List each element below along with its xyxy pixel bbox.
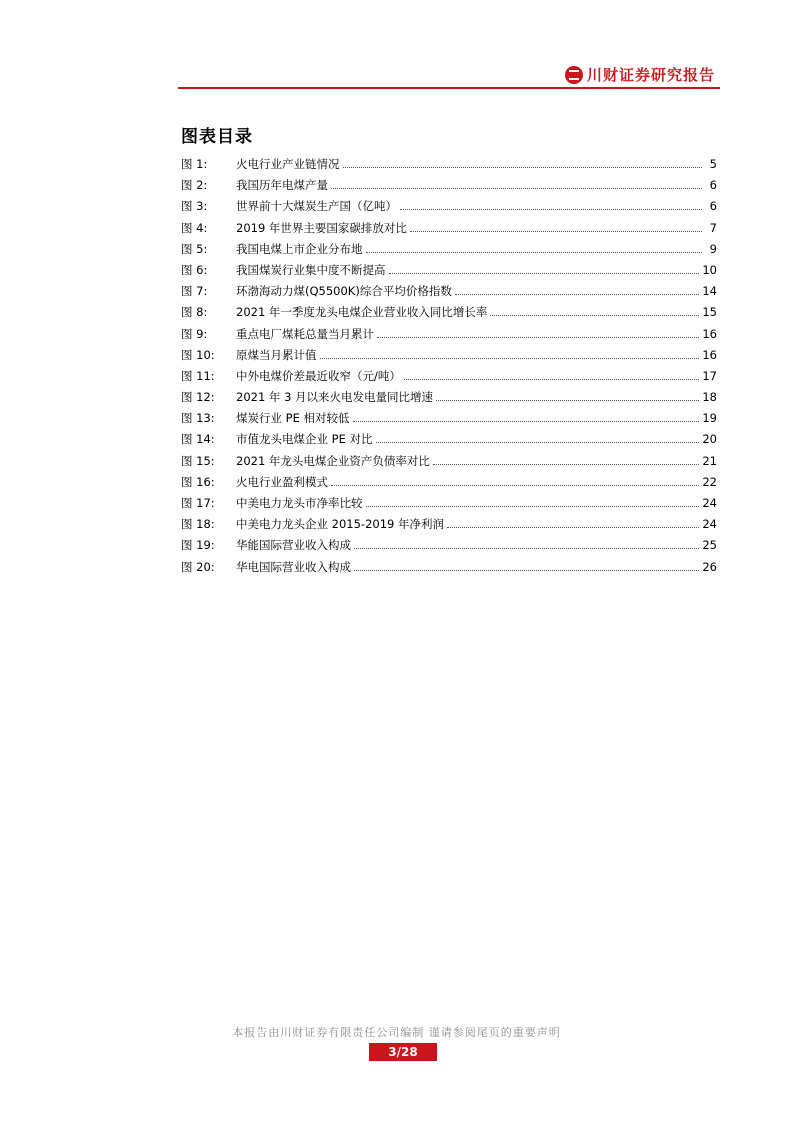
toc-row-page: 6 [709, 178, 717, 193]
toc-row[interactable] [181, 387, 717, 408]
toc-leader-dots [400, 208, 702, 210]
toc-row-text: 2019 年世界主要国家碳排放对比 [236, 220, 407, 235]
toc-list [181, 154, 717, 578]
toc-title: 图表目录 [181, 127, 253, 147]
toc-leader-dots [455, 293, 700, 295]
toc-row[interactable] [181, 281, 717, 302]
toc-row-label: 图 5: [181, 241, 208, 256]
toc-row-label: 图 20: [181, 559, 215, 574]
toc-row[interactable] [181, 514, 717, 535]
toc-row-page: 26 [702, 559, 717, 574]
toc-row-text: 我国历年电煤产量 [236, 178, 328, 193]
toc-leader-dots [410, 230, 702, 232]
toc-row[interactable] [181, 366, 717, 387]
toc-row-label: 图 14: [181, 432, 215, 447]
toc-row[interactable] [181, 451, 717, 472]
footer-disclaimer: 本报告由川财证券有限责任公司编制 谨请参阅尾页的重要声明 [232, 1026, 561, 1039]
toc-row[interactable] [181, 154, 717, 175]
toc-leader-dots [377, 336, 699, 338]
toc-leader-dots [354, 569, 699, 571]
toc-row[interactable] [181, 260, 717, 281]
toc-row[interactable] [181, 324, 717, 345]
toc-row-label: 图 4: [181, 220, 208, 235]
toc-row-label: 图 19: [181, 538, 215, 553]
toc-row-page: 17 [702, 368, 717, 383]
toc-leader-dots [376, 441, 700, 443]
toc-leader-dots [354, 547, 699, 549]
toc-row-page: 5 [709, 157, 717, 171]
toc-row-text: 2021 年 3 月以来火电发电量同比增速 [236, 390, 434, 405]
toc-row[interactable] [181, 218, 717, 239]
toc-leader-dots [436, 399, 699, 401]
page-number-badge: 3/28 [369, 1043, 437, 1061]
toc-row-label: 图 17: [181, 496, 215, 510]
toc-leader-dots [353, 420, 700, 422]
brand-name: 川财证券研究报告 [586, 66, 715, 84]
toc-row-label: 图 7: [181, 284, 208, 299]
header-divider [178, 87, 720, 89]
toc-leader-dots [366, 505, 700, 507]
toc-row-page: 18 [702, 390, 717, 405]
toc-row-page: 6 [709, 199, 717, 214]
toc-leader-dots [366, 251, 703, 253]
toc-leader-dots [404, 378, 699, 380]
toc-row-text: 火电行业盈利模式 [236, 474, 328, 489]
toc-row[interactable] [181, 535, 717, 556]
toc-row-page: 19 [702, 411, 717, 426]
toc-row[interactable] [181, 472, 717, 493]
toc-row-page: 9 [709, 241, 717, 256]
toc-row-page: 21 [702, 453, 717, 468]
toc-row-label: 图 2: [181, 178, 208, 193]
toc-row-text: 中外电煤价差最近收窄（元/吨） [236, 368, 401, 383]
toc-row[interactable] [181, 557, 717, 578]
toc-row-text: 2021 年龙头电煤企业资产负债率对比 [236, 453, 430, 468]
toc-row-page: 25 [702, 538, 717, 553]
toc-row-page: 10 [702, 262, 717, 277]
toc-row-text: 重点电厂煤耗总量当月累计 [236, 326, 374, 341]
toc-leader-dots [447, 526, 699, 528]
toc-row-label: 图 8: [181, 305, 208, 320]
toc-row-page: 15 [702, 305, 717, 320]
toc-row-page: 14 [702, 284, 717, 299]
toc-leader-dots [331, 484, 699, 486]
toc-row-page: 7 [709, 220, 717, 235]
toc-row-text: 2021 年一季度龙头电煤企业营业收入同比增长率 [236, 305, 488, 320]
toc-leader-dots [331, 187, 702, 189]
toc-row-label: 图 16: [181, 474, 215, 489]
toc-row[interactable] [181, 345, 717, 366]
toc-row-page: 16 [702, 347, 717, 362]
toc-row-label: 图 11: [181, 368, 215, 383]
toc-row[interactable] [181, 429, 717, 450]
toc-row-page: 16 [702, 326, 717, 341]
toc-row-text: 煤炭行业 PE 相对较低 [236, 411, 350, 426]
toc-row[interactable] [181, 302, 717, 323]
toc-row-label: 图 10: [181, 347, 215, 362]
toc-row[interactable] [181, 493, 717, 514]
toc-row-text: 华能国际营业收入构成 [236, 538, 351, 553]
toc-row-page: 22 [702, 474, 717, 489]
toc-row-text: 华电国际营业收入构成 [236, 559, 351, 574]
toc-row[interactable] [181, 196, 717, 217]
toc-row-text: 我国煤炭行业集中度不断提高 [236, 262, 386, 277]
toc-leader-dots [320, 357, 700, 359]
toc-leader-dots [433, 463, 699, 465]
toc-row-text: 世界前十大煤炭生产国（亿吨） [236, 199, 397, 214]
toc-leader-dots [490, 314, 699, 316]
toc-row-label: 图 3: [181, 199, 208, 214]
toc-row-text: 原煤当月累计值 [236, 347, 317, 362]
toc-row-text: 火电行业产业链情况 [236, 157, 340, 171]
toc-row-page: 20 [702, 432, 717, 447]
toc-row-label: 图 1: [181, 157, 208, 171]
toc-leader-dots [389, 272, 700, 274]
toc-row-page: 24 [702, 517, 717, 532]
toc-row-label: 图 13: [181, 411, 215, 426]
toc-row-text: 我国电煤上市企业分布地 [236, 241, 363, 256]
toc-row-label: 图 9: [181, 326, 208, 341]
toc-leader-dots [343, 166, 703, 168]
header-brand [565, 64, 715, 85]
toc-row-label: 图 6: [181, 262, 208, 277]
toc-row-label: 图 15: [181, 453, 215, 468]
toc-row-page: 24 [702, 496, 717, 510]
toc-row-label: 图 12: [181, 390, 215, 405]
toc-row-text: 环渤海动力煤(Q5500K)综合平均价格指数 [236, 284, 452, 299]
toc-row-text: 中美电力龙头市净率比较 [236, 496, 363, 510]
toc-row[interactable] [181, 408, 717, 429]
toc-row[interactable] [181, 239, 717, 260]
toc-row-text: 市值龙头电煤企业 PE 对比 [236, 432, 373, 447]
chuancai-logo-icon [565, 66, 583, 84]
toc-row-label: 图 18: [181, 517, 215, 532]
toc-row-text: 中美电力龙头企业 2015-2019 年净利润 [236, 517, 444, 532]
toc-row[interactable] [181, 175, 717, 196]
